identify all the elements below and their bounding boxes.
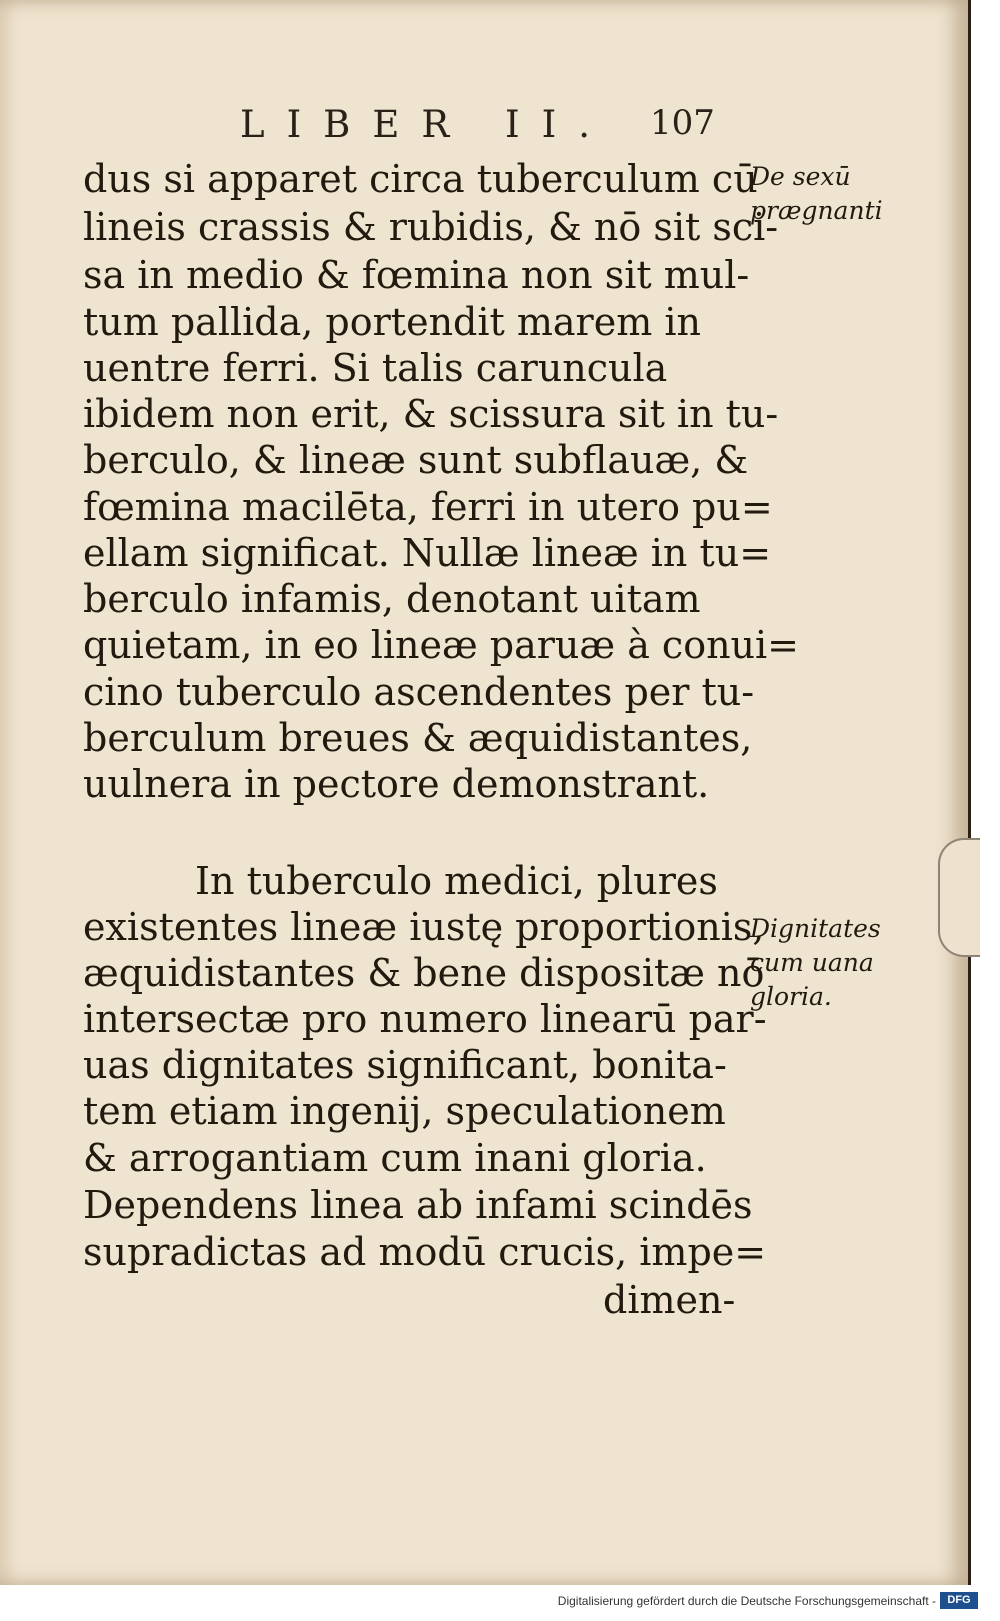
dfg-logo-icon: DFG [940,1592,978,1609]
text-line: æquidistantes & bene dispositæ nō [83,951,765,995]
text-line: tum pallida, portendit marem in [83,300,701,344]
text-line: Dependens linea ab infami scindēs [83,1183,753,1227]
footer-bar [0,1585,1000,1621]
marginal-note-line: Dignitates [750,914,881,943]
text-line: tem etiam ingenij, speculationem [83,1089,726,1133]
marginal-note-line: prægnanti [750,196,883,225]
running-head: LIBER II. [240,103,612,146]
text-line: ellam significat. Nullæ lineæ in tu= [83,531,772,575]
paragraph-start-line: In tuberculo medici, plures [195,859,718,903]
text-line: cino tuberculo ascendentes per tu- [83,670,755,714]
funding-credit: Digitalisierung gefördert durch die Deutsche Forschungsgemeinschaft - [557,1594,936,1608]
text-line: berculo infamis, denotant uitam [83,577,701,621]
marginal-note [750,912,881,1014]
text-line: sa in medio & fœmina non sit mul- [83,253,750,297]
page-edge [968,0,971,1585]
marginal-note-line: cum uana [750,948,874,977]
page-number: 107 [650,103,715,143]
text-line: berculum breues & æquidistantes, [83,716,753,760]
text-line: fœmina macilēta, ferri in utero pu= [83,485,773,529]
text-line: ibidem non erit, & scissura sit in tu- [83,392,779,436]
marginal-note-line: gloria. [750,982,832,1011]
text-line: uentre ferri. Si talis caruncula [83,346,668,390]
text-line: dus si apparet circa tuberculum cū [83,157,758,201]
text-line: lineis crassis & rubidis, & nō sit sci- [83,205,779,249]
page-tab-marker [938,838,980,957]
text-line: uulnera in pectore demonstrant. [83,762,710,806]
marginal-note [750,160,883,228]
marginal-note-line: De sexū [750,162,851,191]
text-line: supradictas ad modū crucis, impe= [83,1230,767,1274]
catchword: dimen- [603,1278,736,1322]
text-line: & arrogantiam cum inani gloria. [83,1136,707,1180]
text-line: uas dignitates significant, bonita- [83,1043,727,1087]
text-line: existentes lineæ iustę proportionis, [83,905,765,949]
text-line: intersectæ pro numero linearū par- [83,997,767,1041]
text-line: quietam, in eo lineæ paruæ à conui= [83,623,800,667]
text-line: berculo, & lineæ sunt subflauæ, & [83,438,749,482]
